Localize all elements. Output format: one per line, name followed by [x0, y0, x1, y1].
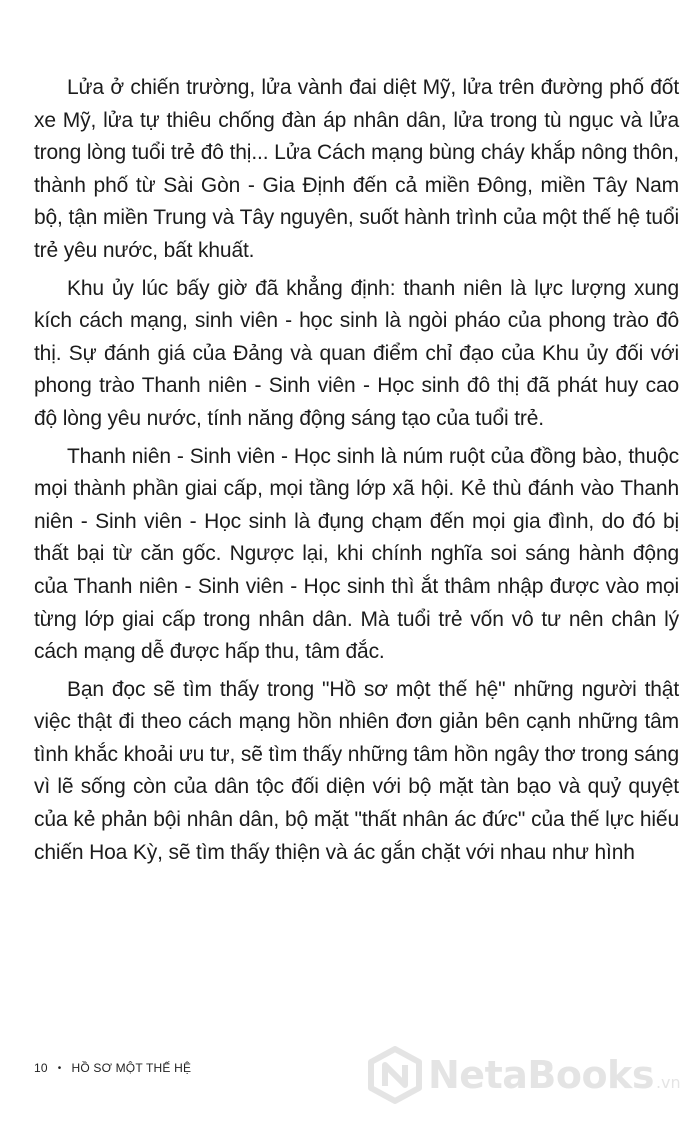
- watermark-brand: NetaBooks: [428, 1053, 654, 1097]
- running-title: HỒ SƠ MỘT THẾ HỆ: [71, 1061, 192, 1075]
- netabooks-n-logo-icon: [366, 1046, 424, 1104]
- footer-separator: •: [57, 1062, 62, 1074]
- watermark-suffix: .vn: [655, 1072, 681, 1092]
- page-body: [34, 72, 679, 874]
- paragraph-4: Bạn đọc sẽ tìm thấy trong "Hồ sơ một thế hệ" những người thật việc thật đi theo cách mạng hồn nhiên đơn giản bên cạnh những tâm tình khắc khoải ưu tư, sẽ tìm thấy những tâm hồn ngây thơ trong sáng vì lẽ sống còn của dân tộc đối diện với bộ mặt tàn bạo và quỷ quyệt của kẻ phản bội nhân dân, bộ mặt "thất nhân ác đức" của thế lực hiếu chiến Hoa Kỳ, sẽ tìm thấy thiện và ác gắn chặt với nhau như hình: [34, 677, 679, 864]
- watermark: [366, 1046, 681, 1104]
- page-number: 10: [34, 1061, 48, 1075]
- page-footer: [34, 1061, 191, 1075]
- paragraph-1: Lửa ở chiến trường, lửa vành đai diệt Mỹ, lửa trên đường phố đốt xe Mỹ, lửa tự thiêu chống đàn áp nhân dân, lửa trong tù ngục và lửa trong lòng tuổi trẻ đô thị... Lửa Cách mạng bùng cháy khắp nông thôn, thành phố từ Sài Gòn - Gia Định đến cả miền Đông, miền Tây Nam bộ, tận miền Trung và Tây nguyên, suốt hành trình của một thế hệ tuổi trẻ yêu nước, bất khuất.: [34, 76, 679, 262]
- paragraph-3: Thanh niên - Sinh viên - Học sinh là núm ruột của đồng bào, thuộc mọi thành phần giai cấp, mọi tầng lớp xã hội. Kẻ thù đánh vào Thanh niên - Sinh viên - Học sinh là đụng chạm đến mọi gia đình, do đó bị thất bại từ căn gốc. Ngược lại, khi chính nghĩa soi sáng hành động của Thanh niên - Sinh viên - Học sinh thì ắt thâm nhập được vào mọi từng lớp giai cấp trong nhân dân. Mà tuổi trẻ vốn vô tư nên chân lý cách mạng dễ được hấp thu, tâm đắc.: [34, 444, 679, 664]
- paragraph-2: Khu ủy lúc bấy giờ đã khẳng định: thanh niên là lực lượng xung kích cách mạng, sinh viên - học sinh là ngòi pháo của phong trào đô thị. Sự đánh giá của Đảng và quan điểm chỉ đạo của Khu ủy đối với phong trào Thanh niên - Sinh viên - Học sinh đô thị đã phát huy cao độ lòng yêu nước, tính năng động sáng tạo của tuổi trẻ.: [34, 276, 679, 430]
